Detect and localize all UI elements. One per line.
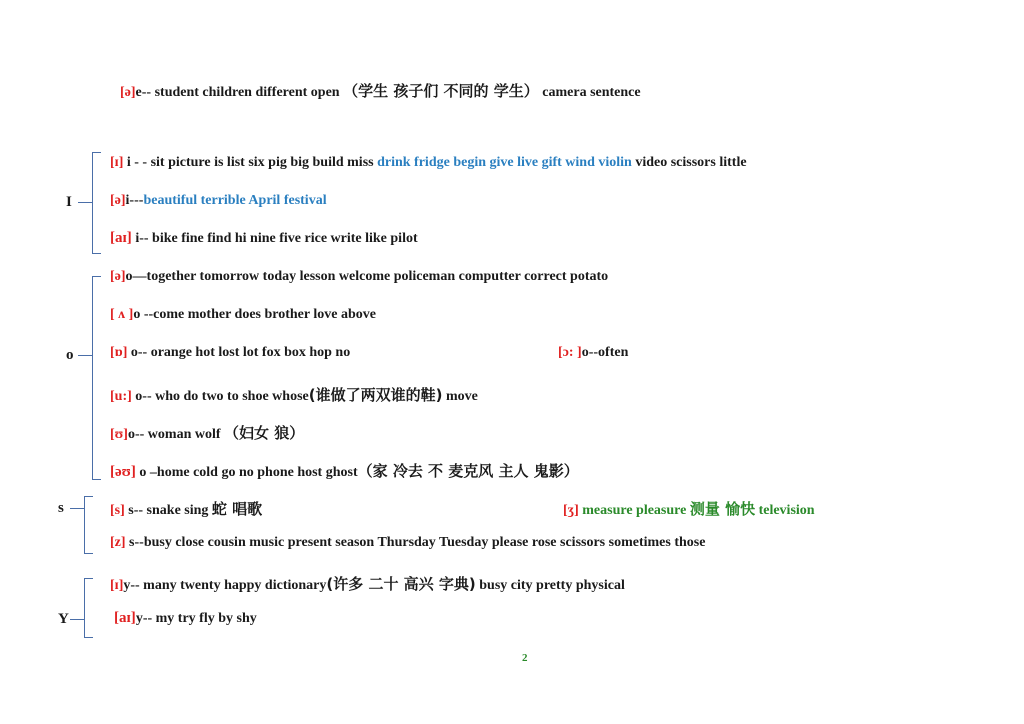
group-tick-o [78,355,92,356]
group-tick-i [78,202,92,203]
row-text-tail: camera sentence [542,85,641,100]
group-letter-o: o [66,347,74,363]
row-o-diphthong [110,460,579,481]
ipa-symbol: [ɒ] [110,345,128,360]
ipa-symbol: [ə] [110,269,126,284]
ipa-symbol: [ʊ] [110,427,128,442]
ipa-symbol: [ɔ: ] [558,345,582,360]
ipa-symbol: [z] [110,535,126,550]
row-text: o-- woman wolf [127,427,221,442]
row-e-schwa [120,80,641,101]
group-bracket-i [92,152,101,254]
row-i-short-i [110,155,747,171]
row-text: s-- snake sing [128,503,209,518]
row-text-tail: o--often [581,345,629,360]
group-tick-s [70,508,84,509]
ipa-symbol: [u:] [110,389,132,404]
row-text: o-- who do two to shoe whose [135,389,309,404]
row-text: e-- student children different open [135,85,340,100]
row-text-green-tail: television [758,503,815,518]
row-o-long-u [110,384,478,405]
group-letter-y: Y [58,611,69,627]
group-bracket-o [92,276,101,480]
row-y-long-i [114,610,257,627]
row-o-long-o [558,345,628,361]
chinese-gloss: （家 冷去 不 麦克风 主人 鬼影） [357,462,579,480]
row-text: o --come mother does brother love above [133,307,376,322]
ipa-symbol: [əʊ] [110,464,136,480]
row-text-blue: drink fridge begin give live gift wind violin [377,155,632,170]
group-bracket-y [84,578,93,638]
row-s-voiced [110,535,705,551]
row-text: i - - sit picture is list six pig big build miss [126,155,374,170]
row-text: y-- my try fly by shy [135,611,257,626]
row-text: o-- orange hot lost lot fox box hop no [130,345,351,360]
row-i-long-i [110,230,418,247]
page-number: 2 [522,652,528,664]
ipa-symbol: [aɪ] [114,610,136,626]
row-y-short-i [110,573,625,594]
row-text: i--- [125,193,144,208]
row-text-blue: beautiful terrible April festival [143,193,327,208]
row-text: s--busy close cousin music present season Thursday Tuesday please rose scissors sometimes those [129,535,706,550]
row-o-schwa [110,269,608,285]
row-s-zh [563,498,815,519]
ipa-symbol: [ ʌ ] [110,307,134,322]
row-text-tail: move [445,389,478,404]
row-o-short-u [110,422,304,443]
chinese-gloss: 蛇 唱歌 [211,500,263,518]
group-bracket-s [84,496,93,554]
row-o-short-o [110,345,350,361]
row-text: o –home cold go no phone host ghost [139,465,358,480]
ipa-symbol: [s] [110,503,125,518]
row-text: i-- bike fine find hi nine five rice write like pilot [135,231,418,246]
row-o-wedge [110,307,376,323]
chinese-gloss: (许多 二十 高兴 字典) [326,575,476,593]
group-letter-s: s [58,500,64,516]
ipa-symbol: [ə] [120,85,136,100]
row-text: o—together tomorrow today lesson welcome policeman computter correct potato [125,269,609,284]
ipa-symbol: [ɪ] [110,578,124,593]
chinese-gloss: （妇女 狼） [224,424,305,442]
group-tick-y [70,619,84,620]
row-text-tail: video scissors little [635,155,747,170]
row-i-schwa [110,193,327,209]
ipa-symbol: [aɪ] [110,230,132,246]
row-text-green: measure pleasure [582,503,687,518]
row-s-voiceless [110,498,262,519]
ipa-symbol: [ɪ] [110,155,124,170]
ipa-symbol: [ʒ] [563,503,579,518]
row-text-tail: busy city pretty physical [479,578,625,593]
chinese-gloss: （学生 孩子们 不同的 学生） [343,82,539,100]
row-text: y-- many twenty happy dictionary [123,578,327,593]
chinese-gloss: (谁做了两双谁的鞋) [308,386,443,404]
group-letter-i: I [66,194,72,210]
ipa-symbol: [ə] [110,193,126,208]
chinese-gloss-green: 测量 愉快 [689,500,756,518]
